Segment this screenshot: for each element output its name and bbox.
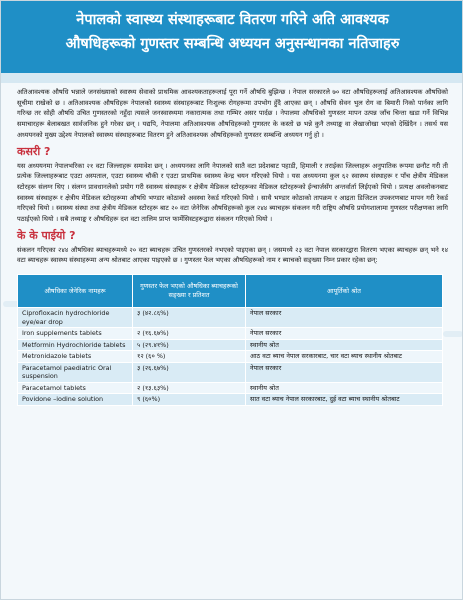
drug-name-cell: Povidone –iodine solution: [18, 394, 133, 406]
findings-paragraph: संकलन गरिएका २४४ औषधिका ब्याचहरूमध्ये २० वटा ब्याचहरू उचित गुणस्तरको नभएको पाइएका छन् । जसमध्ये २३ वटा नेपाल सरकारद्वारा वितरण भएका ब्याचहरू छन् भने १४ वटा ब्याचहरू स्वास्थ्य संस्थाहरूमा अन्य श्रोतबाट आएका पाइएको छ । गुणस्तर फेल भएका औषधिहरूको नाम र ब्याचको सङ्ख्या निम्न प्रकार रहेका छन्:: [17, 245, 448, 265]
supply-source-cell: आठ वटा ब्याच नेपाल सरकारबाट, चार वटा ब्याच स्थानीय श्रोतबाट: [246, 351, 443, 363]
failed-batches-cell: २ (१३.६३%): [133, 382, 246, 394]
supply-source-cell: सात वटा ब्याच नेपाल सरकारबाट, दुई वटा ब्याच स्थानीय श्रोतबाट: [246, 394, 443, 406]
intro-paragraph: अतिआवश्यक औषधि भन्नाले जनसंख्याको स्वास्थ्य सेवाको प्राथमिक आवश्यकताहरूलाई पूरा गर्ने औषधि बुझिन्छ । नेपाल सरकारले ७० वटा औषधिहरूलाई अतिआवश्यक औषधिको सूचीमा राखेको छ । अतिआवश्यक औषधिहरू नेपालको स्वास्थ्य संस्थाहरूबाट निःशुल्क रोगहरूमा उपभोग हुँदै आएका छन् । औषधि सेवन भुल रोग वा बिमारी निको पार्नका लागि गरिन्छ तर सोही औषधि उचित गुणस्तरको नहुँदा त्यसले जनस्वास्थ्यमा नकारात्मक तथा गम्भिर असर पार्दछ । नेपालमा औषधिको गुणस्तर मापन उत्पन्न जाँच चिन्ता खडा गर्ने विभिन्न समाचारहरू बेलाबखत सार्वजनिक हुने गरेका छन् । यद्यपि, नेपालमा अतिआवश्यक औषधिहरूको गुणस्तर के कस्तो छ भन्ने कुनै तथ्याङ्क वा लेखाजोखा भएको देखिंदैन । तसर्थ यस अध्ययनको मुख्य उद्देश्य नेपालको स्वास्थ्य संस्थाहरूबाट वितरण हुने अतिआवश्यक औषधिहरूको गुणस्तर सम्बन्धि अध्ययन गर्नु हो ।: [17, 88, 448, 139]
results-table: [17, 274, 443, 406]
drug-name-cell: Paracetamol paediatric Oral suspension: [18, 362, 133, 382]
failed-batches-cell: २ (१६.६७%): [133, 328, 246, 340]
decorative-band: [1, 73, 463, 83]
section-heading-how: कसरी ?: [17, 144, 51, 158]
drug-name-cell: Metformin Hydrochloride tablets: [18, 339, 133, 351]
supply-source-cell: स्थानीय श्रोत: [246, 339, 443, 351]
title-line-1: नेपालको स्वास्थ्य संस्थाहरूबाट वितरण गरिने अति आवश्यक: [76, 12, 389, 28]
table-header-row: [18, 275, 443, 308]
table-row: [18, 351, 443, 363]
column-header-supply-source: आपूर्तिको श्रोत: [246, 275, 443, 308]
column-header-failed-batches: गुणस्तर फेल भएको औषधिका ब्याचहरूको सङ्ख्या र प्रतिशत: [133, 275, 246, 308]
method-paragraph: यस अध्ययनमा नेपालभरिका २१ वटा जिल्लाहरू समावेश छन् । अध्ययनका लागि नेपालको सातै वटा प्रदेशबाट पहाडी, हिमाली र तराईका जिल्लाहरू अनुपातिक रूपमा छनौट गरी ती प्रत्येक जिल्लाहरूबाट एउटा अस्पताल, एउटा स्वास्थ्य चौकी र एउटा प्राथमिक स्वास्थ्य केन्द्र चयन गरिएको थियो । यस अध्ययनमा कुल ६२ स्वास्थ्य संस्थाहरू र पाँच क्षेत्रीय मेडिकल स्टोरहरू संलग्न थिए । संलग्न प्रावधानलेको प्रयोग गरी स्वास्थ्य संस्थाहरू र क्षेत्रीय मेडिकल स्टोरहरूका मेडिकल स्टोरहरूको ईन्चार्जसँग अन्तर्वार्ता लिईएको थियो । प्रत्यक्ष अवलोकनबाट स्वास्थ्य संस्थाहरू र क्षेत्रीय मेडिकल स्टोरहरूमा औषधि भण्डार कोठाको अवस्था रेकर्ड गरिएको थियो । साथै भण्डार कोठाको तापक्रम र आद्रता डिजिटल उपकरणबाट मापन गरी रेकर्ड गरिएको थियो । स्वास्थ्य संस्था तथा क्षेत्रीय मेडिकल स्टोरहरू बाट २० वटा जेनेरिक औषधिहरूको कुल २४४ ब्याचहरू संकलन गरी राष्ट्रिय औषधि प्रयोगशालामा गुणस्तर परीक्षणका लागि पठाईएको थियो । सबै तथ्याङ्क र औषधिहरू दश वटा तालिम प्राप्त फार्मेसिस्टहरूद्वारा संकलन गरिएको थियो ।: [17, 161, 448, 224]
supply-source-cell: नेपाल सरकार: [246, 308, 443, 328]
drug-name-cell: Metronidazole tablets: [18, 351, 133, 363]
failed-batches-cell: ३ (४२.८६%): [133, 308, 246, 328]
column-header-drug-name: औषधिका जेनेरिक नामहरू: [18, 275, 133, 308]
table-row: [18, 308, 443, 328]
failed-batches-cell: ३ (२६.६७%): [133, 362, 246, 382]
table-row: [18, 382, 443, 394]
main-content: [17, 87, 448, 406]
section-heading-findings: के के पाईयो ?: [17, 228, 76, 242]
drug-name-cell: Ciprofloxacin hydrochloride eye/ear drop: [18, 308, 133, 328]
title-banner: [1, 1, 463, 73]
supply-source-cell: नेपाल सरकार: [246, 328, 443, 340]
supply-source-cell: स्थानीय श्रोत: [246, 382, 443, 394]
table-row: [18, 394, 443, 406]
drug-name-cell: Paracetamol tablets: [18, 382, 133, 394]
failed-batches-cell: ५ (२९.४१%): [133, 339, 246, 351]
failed-batches-cell: ९ (६०%): [133, 394, 246, 406]
supply-source-cell: नेपाल सरकार: [246, 362, 443, 382]
title-line-2: औषधिहरूको गुणस्तर सम्बन्धि अध्ययन अनुसन्धानका नतिजाहरु: [65, 36, 400, 52]
table-row: [18, 339, 443, 351]
table-row: [18, 362, 443, 382]
table-row: [18, 328, 443, 340]
failed-batches-cell: १२ (६० %): [133, 351, 246, 363]
drug-name-cell: Iron supplements tablets: [18, 328, 133, 340]
